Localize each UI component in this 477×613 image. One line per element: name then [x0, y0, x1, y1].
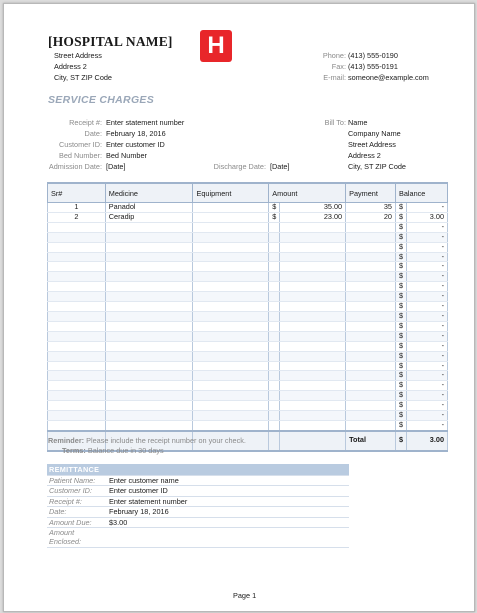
cell-amount: [280, 242, 346, 252]
reminder-label: Reminder:: [48, 436, 85, 445]
cell-amount: [280, 391, 346, 401]
table-row: [48, 212, 448, 222]
cell-amount-currency: [269, 302, 280, 312]
cell-medicine: [105, 411, 193, 421]
cell-balance-currency: $: [396, 351, 407, 361]
email-value[interactable]: someone@example.com: [348, 73, 429, 82]
remit-key: Customer ID:: [47, 486, 107, 496]
cell-payment: 35: [346, 203, 396, 213]
customer-id-label: Customer ID:: [59, 140, 102, 149]
cell-amount: [280, 381, 346, 391]
cell-payment: [346, 292, 396, 302]
cell-medicine: [105, 341, 193, 351]
cell-medicine: [105, 262, 193, 272]
table-row: [48, 401, 448, 411]
cell-balance: -: [407, 292, 448, 302]
cell-balance: -: [407, 232, 448, 242]
cell-medicine: Ceradip: [105, 212, 193, 222]
fax-value: (413) 555-0191: [348, 62, 398, 71]
cell-balance-currency: $: [396, 232, 407, 242]
cell-balance-currency: $: [396, 311, 407, 321]
remit-key: Patient Name:: [47, 476, 107, 486]
cell-balance-currency: $: [396, 321, 407, 331]
cell-balance: 3.00: [407, 212, 448, 222]
cell-medicine: [105, 242, 193, 252]
cell-equipment: [193, 411, 269, 421]
bill-to-company: Company Name: [348, 129, 401, 138]
bill-to-name: Name: [348, 118, 368, 127]
cell-balance: -: [407, 331, 448, 341]
cell-payment: [346, 420, 396, 430]
cell-amount: [280, 371, 346, 381]
cell-medicine: [105, 381, 193, 391]
cell-balance: -: [407, 203, 448, 213]
remit-row: [47, 528, 349, 548]
cell-balance-currency: $: [396, 401, 407, 411]
cell-amount: [280, 420, 346, 430]
header-sr: Sr#: [48, 183, 106, 203]
remit-value: $3.00: [107, 517, 349, 527]
cell-equipment: [193, 242, 269, 252]
header-balance: Balance: [396, 183, 448, 203]
cell-amount: [280, 411, 346, 421]
cell-medicine: [105, 232, 193, 242]
table-row: [48, 391, 448, 401]
cell-medicine: [105, 302, 193, 312]
terms-line: [62, 445, 164, 456]
bill-to-street: Street Address: [348, 140, 396, 149]
cell-amount-currency: [269, 321, 280, 331]
total-label: Total: [346, 431, 396, 451]
cell-medicine: [105, 222, 193, 232]
cell-sr: [48, 321, 106, 331]
cell-sr: [48, 401, 106, 411]
cell-balance: -: [407, 262, 448, 272]
cell-medicine: Panadol: [105, 203, 193, 213]
cell-payment: [346, 311, 396, 321]
cell-balance-currency: $: [396, 203, 407, 213]
cell-amount: [280, 262, 346, 272]
admission-date-label: Admission Date:: [48, 162, 102, 171]
cell-balance-currency: $: [396, 252, 407, 262]
cell-amount-currency: [269, 381, 280, 391]
cell-payment: [346, 242, 396, 252]
cell-balance-currency: $: [396, 381, 407, 391]
cell-sr: [48, 302, 106, 312]
cell-amount-currency: [269, 242, 280, 252]
total-currency: $: [396, 431, 407, 451]
remit-row: [47, 486, 349, 496]
cell-sr: [48, 371, 106, 381]
table-row: [48, 242, 448, 252]
cell-amount-currency: $: [269, 212, 280, 222]
cell-medicine: [105, 420, 193, 430]
cell-sr: [48, 381, 106, 391]
table-header-row: [48, 183, 448, 203]
cell-amount: [280, 401, 346, 411]
cell-equipment: [193, 252, 269, 262]
cell-amount-currency: [269, 272, 280, 282]
address-line2: Address 2: [54, 62, 87, 71]
cell-medicine: [105, 292, 193, 302]
table-row: [48, 232, 448, 242]
cell-amount-currency: $: [269, 203, 280, 213]
cell-balance: -: [407, 401, 448, 411]
remit-row: [47, 507, 349, 517]
remittance-header: [47, 464, 349, 476]
cell-equipment: [193, 371, 269, 381]
cell-balance-currency: $: [396, 391, 407, 401]
table-row: [48, 302, 448, 312]
cell-medicine: [105, 252, 193, 262]
table-row: [48, 331, 448, 341]
cell-balance-currency: $: [396, 262, 407, 272]
cell-balance: -: [407, 351, 448, 361]
cell-equipment: [193, 262, 269, 272]
cell-equipment: [193, 212, 269, 222]
cell-equipment: [193, 351, 269, 361]
cell-amount: [280, 351, 346, 361]
remit-row: [47, 476, 349, 486]
cell-amount: 35.00: [280, 203, 346, 213]
cell-medicine: [105, 401, 193, 411]
cell-balance-currency: $: [396, 242, 407, 252]
cell-balance: -: [407, 302, 448, 312]
cell-payment: [346, 272, 396, 282]
cell-amount: [280, 331, 346, 341]
bill-to-city: City, ST ZIP Code: [348, 162, 406, 171]
table-row: [48, 282, 448, 292]
cell-amount: [280, 292, 346, 302]
cell-balance-currency: $: [396, 331, 407, 341]
remit-key: Amount Enclosed:: [47, 528, 107, 548]
cell-balance: -: [407, 311, 448, 321]
cell-payment: [346, 302, 396, 312]
terms-label: Terms:: [62, 446, 86, 455]
cell-sr: [48, 331, 106, 341]
cell-payment: [346, 371, 396, 381]
cell-balance-currency: $: [396, 341, 407, 351]
cell-balance-currency: $: [396, 292, 407, 302]
cell-payment: [346, 381, 396, 391]
table-row: [48, 321, 448, 331]
remittance-table: [47, 464, 349, 548]
table-row: [48, 371, 448, 381]
cell-medicine: [105, 371, 193, 381]
cell-payment: [346, 411, 396, 421]
cell-amount: [280, 222, 346, 232]
cell-medicine: [105, 311, 193, 321]
cell-amount-currency: [269, 262, 280, 272]
cell-medicine: [105, 331, 193, 341]
discharge-date-value: [Date]: [270, 162, 290, 171]
cell-amount: [280, 232, 346, 242]
cell-amount-currency: [269, 371, 280, 381]
header-amount: Amount: [269, 183, 346, 203]
remit-value: Enter customer ID: [107, 486, 349, 496]
cell-payment: [346, 222, 396, 232]
cell-balance-currency: $: [396, 361, 407, 371]
cell-sr: [48, 242, 106, 252]
fax-label: Fax:: [331, 62, 346, 71]
cell-balance: -: [407, 252, 448, 262]
remit-value: February 18, 2016: [107, 507, 349, 517]
remit-value: [107, 528, 349, 548]
table-row: [48, 351, 448, 361]
cell-medicine: [105, 321, 193, 331]
cell-balance: -: [407, 242, 448, 252]
remit-key: Amount Due:: [47, 517, 107, 527]
cell-sr: [48, 411, 106, 421]
cell-equipment: [193, 311, 269, 321]
cell-amount-currency: [269, 401, 280, 411]
cell-balance: -: [407, 420, 448, 430]
cell-equipment: [193, 321, 269, 331]
cell-balance: -: [407, 411, 448, 421]
table-row: [48, 292, 448, 302]
cell-payment: [346, 321, 396, 331]
total-value: 3.00: [407, 431, 448, 451]
cell-amount-currency: [269, 292, 280, 302]
cell-equipment: [193, 420, 269, 430]
remit-value: Enter customer name: [107, 476, 349, 486]
cell-medicine: [105, 391, 193, 401]
table-row: [48, 381, 448, 391]
bill-to-address2: Address 2: [348, 151, 381, 160]
charges-table: [47, 182, 448, 452]
cell-equipment: [193, 361, 269, 371]
table-row: [48, 341, 448, 351]
remit-key: Date:: [47, 507, 107, 517]
hospital-name: [HOSPITAL NAME]: [48, 34, 173, 49]
cell-equipment: [193, 331, 269, 341]
cell-amount-currency: [269, 232, 280, 242]
cell-equipment: [193, 203, 269, 213]
email-label: E-mail:: [323, 73, 346, 82]
cell-amount: [280, 321, 346, 331]
terms-text: Balance due in 30 days: [87, 446, 164, 455]
cell-amount-currency: [269, 351, 280, 361]
cell-payment: [346, 391, 396, 401]
admission-date-value: [Date]: [106, 162, 126, 171]
cell-sr: [48, 282, 106, 292]
cell-balance-currency: $: [396, 371, 407, 381]
cell-balance: -: [407, 361, 448, 371]
cell-amount-currency: [269, 361, 280, 371]
header-equipment: Equipment: [193, 183, 269, 203]
cell-payment: [346, 232, 396, 242]
cell-equipment: [193, 292, 269, 302]
cell-amount-currency: [269, 420, 280, 430]
customer-id-value: Enter customer ID: [106, 140, 165, 149]
remittance-title: REMITTANCE: [47, 464, 349, 476]
cell-balance: -: [407, 222, 448, 232]
cell-amount-currency: [269, 222, 280, 232]
page: [3, 3, 475, 612]
cell-balance: -: [407, 371, 448, 381]
cell-equipment: [193, 222, 269, 232]
cell-amount: [280, 302, 346, 312]
cell-amount-currency: [269, 282, 280, 292]
cell-amount: [280, 272, 346, 282]
cell-balance-currency: $: [396, 411, 407, 421]
cell-balance: -: [407, 391, 448, 401]
table-row: [48, 311, 448, 321]
hospital-logo-icon: [200, 30, 232, 62]
receipt-value: Enter statement number: [106, 118, 185, 127]
cell-balance: -: [407, 282, 448, 292]
table-row: [48, 420, 448, 430]
cell-sr: [48, 361, 106, 371]
remit-key: Receipt #:: [47, 496, 107, 506]
logo-letter: H: [207, 32, 225, 59]
remit-row: [47, 496, 349, 506]
remit-row: [47, 517, 349, 527]
cell-balance-currency: $: [396, 420, 407, 430]
table-row: [48, 203, 448, 213]
table-row: [48, 262, 448, 272]
cell-equipment: [193, 282, 269, 292]
cell-payment: [346, 282, 396, 292]
cell-sr: [48, 420, 106, 430]
cell-payment: [346, 401, 396, 411]
table-row: [48, 361, 448, 371]
cell-sr: [48, 252, 106, 262]
cell-medicine: [105, 272, 193, 282]
bed-number-label: Bed Number:: [59, 151, 102, 160]
cell-sr: [48, 341, 106, 351]
cell-amount-currency: [269, 252, 280, 262]
cell-balance: -: [407, 381, 448, 391]
cell-amount-currency: [269, 391, 280, 401]
cell-payment: [346, 252, 396, 262]
cell-balance-currency: $: [396, 282, 407, 292]
cell-equipment: [193, 381, 269, 391]
cell-sr: [48, 232, 106, 242]
cell-balance-currency: $: [396, 222, 407, 232]
cell-equipment: [193, 232, 269, 242]
cell-payment: [346, 361, 396, 371]
reminder-text: Please include the receipt number on your check.: [86, 436, 246, 445]
cell-amount: [280, 282, 346, 292]
cell-amount: [280, 252, 346, 262]
cell-sr: 2: [48, 212, 106, 222]
discharge-date-label: Discharge Date:: [213, 162, 266, 171]
cell-amount: [280, 341, 346, 351]
cell-amount-currency: [269, 331, 280, 341]
date-label: Date:: [84, 129, 102, 138]
header-medicine: Medicine: [105, 183, 193, 203]
cell-amount-currency: [269, 341, 280, 351]
table-row: [48, 411, 448, 421]
cell-sr: [48, 391, 106, 401]
cell-sr: [48, 311, 106, 321]
cell-payment: [346, 262, 396, 272]
cell-balance-currency: $: [396, 302, 407, 312]
cell-balance: -: [407, 272, 448, 282]
cell-medicine: [105, 282, 193, 292]
cell-payment: 20: [346, 212, 396, 222]
cell-equipment: [193, 401, 269, 411]
cell-payment: [346, 341, 396, 351]
cell-sr: [48, 351, 106, 361]
cell-payment: [346, 351, 396, 361]
cell-equipment: [193, 302, 269, 312]
section-title: SERVICE CHARGES: [48, 94, 155, 106]
header-payment: Payment: [346, 183, 396, 203]
cell-balance-currency: $: [396, 212, 407, 222]
cell-amount: 23.00: [280, 212, 346, 222]
cell-amount: [280, 361, 346, 371]
table-row: [48, 272, 448, 282]
bed-number-value: Bed Number: [106, 151, 147, 160]
city-state-zip: City, ST ZIP Code: [54, 73, 112, 82]
cell-sr: [48, 222, 106, 232]
cell-sr: [48, 262, 106, 272]
remit-value: Enter statement number: [107, 496, 349, 506]
table-row: [48, 222, 448, 232]
cell-medicine: [105, 351, 193, 361]
cell-equipment: [193, 341, 269, 351]
cell-amount-currency: [269, 311, 280, 321]
cell-sr: [48, 272, 106, 282]
street-address: Street Address: [54, 51, 102, 60]
cell-balance: -: [407, 321, 448, 331]
date-value: February 18, 2016: [106, 129, 166, 138]
cell-equipment: [193, 391, 269, 401]
page-number: Page 1: [233, 591, 257, 600]
cell-balance-currency: $: [396, 272, 407, 282]
phone-value: (413) 555-0190: [348, 51, 398, 60]
cell-medicine: [105, 361, 193, 371]
cell-payment: [346, 331, 396, 341]
cell-amount: [280, 311, 346, 321]
cell-equipment: [193, 272, 269, 282]
cell-sr: 1: [48, 203, 106, 213]
receipt-label: Receipt #:: [69, 118, 102, 127]
table-row: [48, 252, 448, 262]
bill-to-label: Bill To:: [324, 118, 346, 127]
cell-balance: -: [407, 341, 448, 351]
cell-sr: [48, 292, 106, 302]
phone-label: Phone:: [322, 51, 346, 60]
cell-amount-currency: [269, 411, 280, 421]
